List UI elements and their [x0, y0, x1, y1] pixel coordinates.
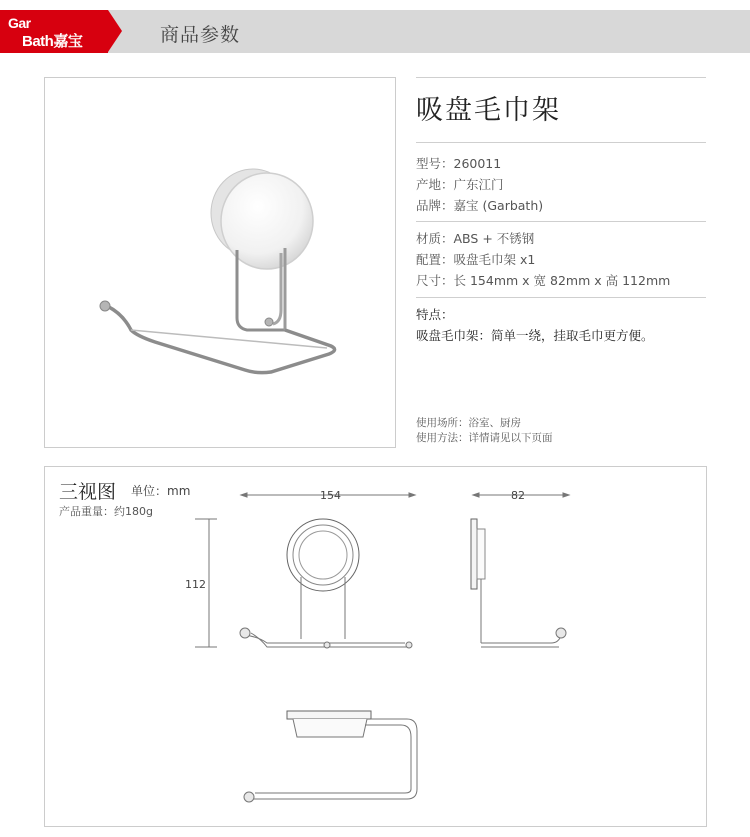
product-photo: [44, 77, 396, 448]
feature-text: 吸盘毛巾架：简单一绕，挂取毛巾更方便。: [416, 328, 654, 343]
dim-height: 112: [185, 578, 206, 591]
model-line: 型号：260011: [416, 156, 502, 171]
brand-logo: [0, 10, 108, 53]
material-line: 材质：ABS + 不锈钢: [416, 231, 535, 246]
brand-line: 品牌：嘉宝 (Garbath): [416, 198, 544, 213]
three-view-panel: [44, 466, 707, 827]
technical-drawing: [45, 467, 706, 826]
size-line: 尺寸：长 154mm x 宽 82mm x 高 112mm: [416, 273, 671, 288]
feature-heading: 特点：: [416, 307, 454, 322]
dim-length: 154: [320, 489, 341, 502]
section-header: [0, 10, 750, 53]
usage-place: 使用场所：浴室、厨房: [416, 417, 521, 429]
weight-label: 产品重量：约180g: [59, 505, 153, 518]
config-line: 配置：吸盘毛巾架 x1: [416, 252, 536, 267]
section-title: 商品参数: [160, 24, 241, 46]
origin-line: 产地：广东江门: [416, 177, 504, 192]
product-info: [416, 77, 706, 446]
logo-text-line2: Bath嘉宝: [22, 33, 83, 50]
logo-text-line1: Gar: [8, 15, 31, 31]
dim-width: 82: [511, 489, 525, 502]
three-view-title: 三视图: [59, 481, 117, 503]
divider: [416, 77, 706, 78]
unit-label: 单位：mm: [131, 484, 191, 498]
logo-chevron: [108, 10, 122, 52]
towel-rack-illustration: [45, 78, 395, 447]
product-title: 吸盘毛巾架: [416, 95, 561, 126]
usage-method: 使用方法：详情请见以下页面: [416, 432, 553, 444]
